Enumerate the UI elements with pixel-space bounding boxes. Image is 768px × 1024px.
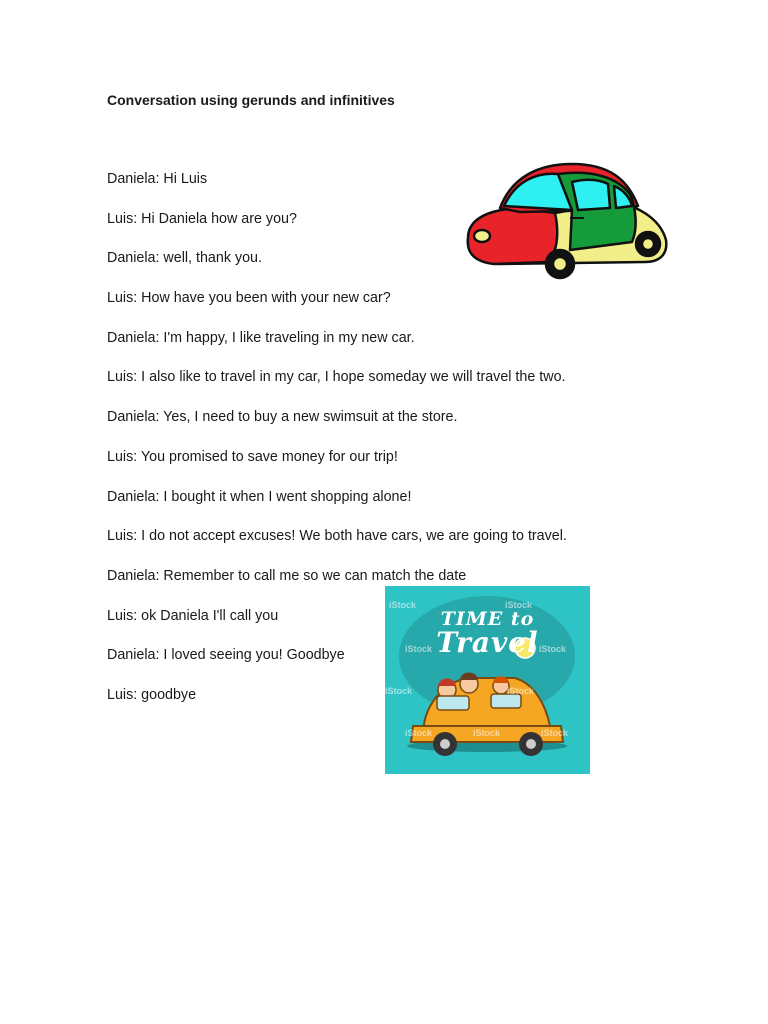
dialogue-line: Luis: I do not accept excuses! We both have cars, we are going to travel. bbox=[107, 528, 567, 545]
watermark-text: iStock bbox=[405, 728, 433, 738]
watermark-text: iStock bbox=[385, 686, 413, 696]
document-title: Conversation using gerunds and infinitives bbox=[107, 92, 395, 108]
watermark-text: iStock bbox=[505, 600, 533, 610]
poster-heading-line1: TIME to bbox=[440, 608, 535, 630]
watermark-text: iStock bbox=[473, 728, 501, 738]
time-to-travel-poster bbox=[385, 586, 590, 774]
watermark-text: iStock bbox=[507, 686, 535, 696]
dialogue-line: Luis: ok Daniela I'll call you bbox=[107, 607, 279, 624]
poster-heading-line2: Travel bbox=[436, 626, 539, 659]
dialogue-line: Daniela: Remember to call me so we can match the date bbox=[107, 567, 467, 584]
dialogue-line: Luis: Hi Daniela how are you? bbox=[107, 210, 297, 227]
dialogue-line: Daniela: I bought it when I went shopping alone! bbox=[107, 488, 412, 505]
dialogue-line: Daniela: I loved seeing you! Goodbye bbox=[107, 647, 345, 664]
dialogue-line: Daniela: Yes, I need to buy a new swimsuit at the store. bbox=[107, 409, 458, 426]
dialogue-line: Daniela: Hi Luis bbox=[107, 171, 208, 187]
watermark-text: iStock bbox=[539, 644, 567, 654]
dialogue-line: Luis: goodbye bbox=[107, 686, 197, 703]
watermark-text: iStock bbox=[405, 644, 433, 654]
dialogue-line: Luis: You promised to save money for our trip! bbox=[107, 448, 398, 465]
dialogue-line: Daniela: well, thank you. bbox=[107, 250, 262, 267]
watermark-text: iStock bbox=[389, 600, 417, 610]
dialogue-line: Daniela: I'm happy, I like traveling in my new car. bbox=[107, 329, 415, 346]
cartoon-car-icon bbox=[460, 158, 672, 284]
dialogue-line: Luis: How have you been with your new car? bbox=[107, 290, 391, 307]
dialogue-line: Luis: I also like to travel in my car, I hope someday we will travel the two. bbox=[107, 369, 566, 386]
watermark-text: iStock bbox=[541, 728, 569, 738]
